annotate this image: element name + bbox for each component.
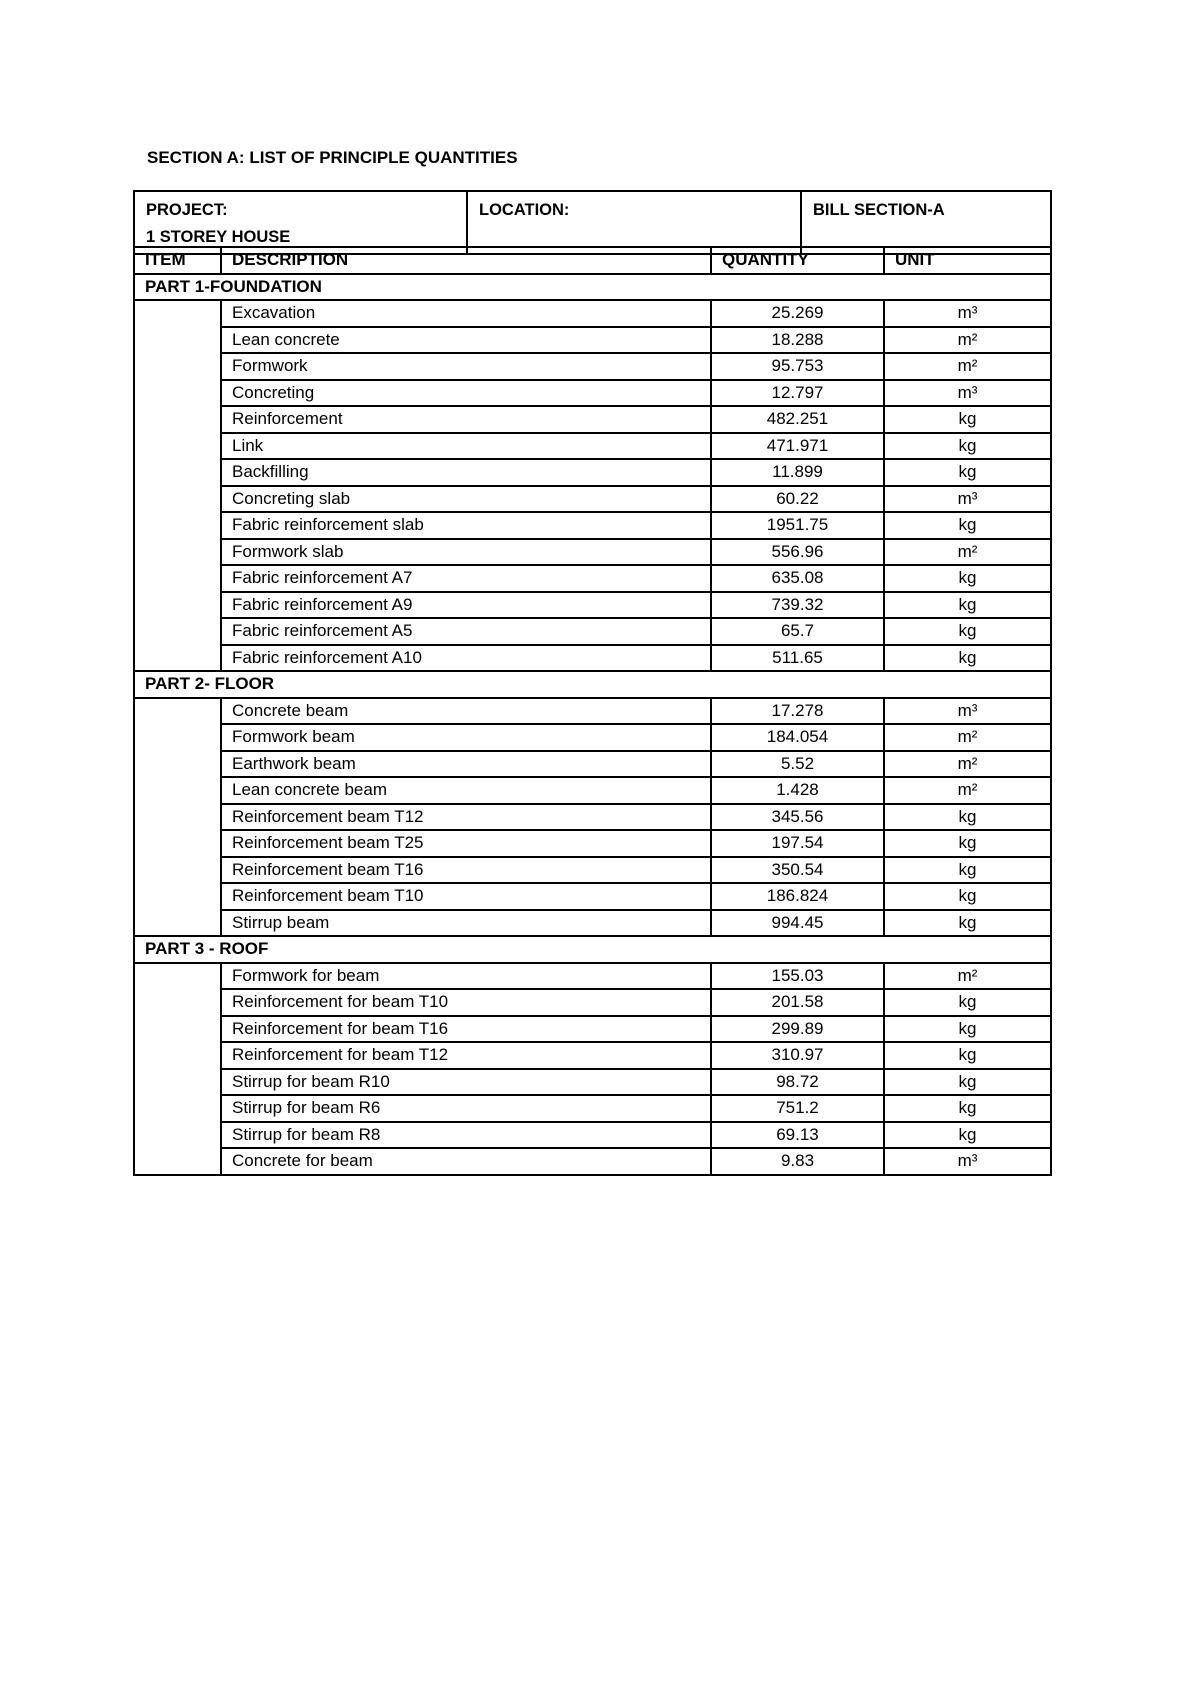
unit-cell: kg (884, 1122, 1051, 1149)
description-cell: Concreting (221, 380, 711, 407)
table-row (134, 1095, 1051, 1122)
description-cell: Formwork slab (221, 539, 711, 566)
item-cell (134, 512, 221, 539)
project-cell (134, 191, 467, 254)
quantity-cell: 482.251 (711, 406, 884, 433)
item-cell (134, 1042, 221, 1069)
description-cell: Earthwork beam (221, 751, 711, 778)
quantity-cell: 69.13 (711, 1122, 884, 1149)
item-cell (134, 406, 221, 433)
item-cell (134, 618, 221, 645)
unit-cell: m³ (884, 300, 1051, 327)
unit-cell: m² (884, 751, 1051, 778)
item-cell (134, 592, 221, 619)
description-cell: Reinforcement beam T12 (221, 804, 711, 831)
item-cell (134, 645, 221, 672)
quantity-cell: 299.89 (711, 1016, 884, 1043)
quantity-cell: 739.32 (711, 592, 884, 619)
project-label: PROJECT: (146, 201, 228, 219)
quantity-cell: 197.54 (711, 830, 884, 857)
unit-cell: kg (884, 512, 1051, 539)
unit-cell: kg (884, 618, 1051, 645)
table-row (134, 486, 1051, 513)
description-cell: Fabric reinforcement slab (221, 512, 711, 539)
table-row (134, 353, 1051, 380)
column-header-quantity: QUANTITY (711, 247, 884, 274)
unit-cell: m³ (884, 486, 1051, 513)
description-cell: Reinforcement for beam T12 (221, 1042, 711, 1069)
unit-cell: kg (884, 989, 1051, 1016)
unit-cell: kg (884, 830, 1051, 857)
quantity-cell: 95.753 (711, 353, 884, 380)
item-cell (134, 486, 221, 513)
part-title: PART 1-FOUNDATION (134, 274, 1051, 301)
quantity-cell: 201.58 (711, 989, 884, 1016)
item-cell (134, 857, 221, 884)
quantity-cell: 18.288 (711, 327, 884, 354)
quantity-cell: 345.56 (711, 804, 884, 831)
description-cell: Formwork beam (221, 724, 711, 751)
table-row (134, 539, 1051, 566)
unit-cell: m³ (884, 698, 1051, 725)
column-header-row (134, 247, 1051, 274)
description-cell: Formwork for beam (221, 963, 711, 990)
quantity-cell: 11.899 (711, 459, 884, 486)
description-cell: Stirrup for beam R6 (221, 1095, 711, 1122)
part-header-row (134, 936, 1051, 963)
unit-cell: kg (884, 433, 1051, 460)
table-row (134, 1148, 1051, 1175)
quantities-table-body (134, 247, 1051, 1175)
quantity-cell: 98.72 (711, 1069, 884, 1096)
part-title: PART 2- FLOOR (134, 671, 1051, 698)
column-header-description: DESCRIPTION (221, 247, 711, 274)
description-cell: Stirrup for beam R10 (221, 1069, 711, 1096)
description-cell: Reinforcement beam T25 (221, 830, 711, 857)
description-cell: Concrete beam (221, 698, 711, 725)
table-row (134, 724, 1051, 751)
item-cell (134, 380, 221, 407)
unit-cell: kg (884, 565, 1051, 592)
unit-cell: m³ (884, 380, 1051, 407)
item-cell (134, 830, 221, 857)
unit-cell: m³ (884, 1148, 1051, 1175)
unit-cell: kg (884, 804, 1051, 831)
unit-cell: m² (884, 353, 1051, 380)
table-row (134, 698, 1051, 725)
unit-cell: kg (884, 1095, 1051, 1122)
document-title: SECTION A: LIST OF PRINCIPLE QUANTITIES (147, 148, 518, 167)
project-value: 1 STOREY HOUSE (146, 228, 291, 246)
table-row (134, 592, 1051, 619)
table-row (134, 989, 1051, 1016)
unit-cell: kg (884, 1016, 1051, 1043)
description-cell: Reinforcement (221, 406, 711, 433)
item-cell (134, 300, 221, 327)
description-cell: Fabric reinforcement A5 (221, 618, 711, 645)
description-cell: Stirrup for beam R8 (221, 1122, 711, 1149)
unit-cell: kg (884, 1042, 1051, 1069)
description-cell: Reinforcement for beam T10 (221, 989, 711, 1016)
description-cell: Reinforcement for beam T16 (221, 1016, 711, 1043)
table-row (134, 459, 1051, 486)
quantity-cell: 186.824 (711, 883, 884, 910)
unit-cell: kg (884, 406, 1051, 433)
item-cell (134, 724, 221, 751)
quantity-cell: 1951.75 (711, 512, 884, 539)
unit-cell: m² (884, 963, 1051, 990)
table-row (134, 300, 1051, 327)
item-cell (134, 353, 221, 380)
item-cell (134, 989, 221, 1016)
table-row (134, 777, 1051, 804)
unit-cell: m² (884, 777, 1051, 804)
quantity-cell: 65.7 (711, 618, 884, 645)
quantity-cell: 9.83 (711, 1148, 884, 1175)
unit-cell: kg (884, 592, 1051, 619)
description-cell: Formwork (221, 353, 711, 380)
table-row (134, 512, 1051, 539)
quantity-cell: 1.428 (711, 777, 884, 804)
description-cell: Fabric reinforcement A9 (221, 592, 711, 619)
table-row (134, 1069, 1051, 1096)
column-header-item: ITEM (134, 247, 221, 274)
description-cell: Lean concrete beam (221, 777, 711, 804)
item-cell (134, 1069, 221, 1096)
table-row (134, 857, 1051, 884)
unit-cell: m² (884, 327, 1051, 354)
item-cell (134, 698, 221, 725)
item-cell (134, 751, 221, 778)
unit-cell: m² (884, 724, 1051, 751)
description-cell: Fabric reinforcement A10 (221, 645, 711, 672)
item-cell (134, 1122, 221, 1149)
description-cell: Lean concrete (221, 327, 711, 354)
location-label: LOCATION: (479, 201, 570, 219)
item-cell (134, 459, 221, 486)
description-cell: Link (221, 433, 711, 460)
item-cell (134, 539, 221, 566)
table-row (134, 565, 1051, 592)
item-cell (134, 777, 221, 804)
quantity-cell: 155.03 (711, 963, 884, 990)
quantity-cell: 350.54 (711, 857, 884, 884)
quantity-cell: 556.96 (711, 539, 884, 566)
table-row (134, 963, 1051, 990)
item-cell (134, 883, 221, 910)
item-cell (134, 1095, 221, 1122)
quantity-cell: 511.65 (711, 645, 884, 672)
part-title: PART 3 - ROOF (134, 936, 1051, 963)
item-cell (134, 565, 221, 592)
item-cell (134, 963, 221, 990)
description-cell: Concrete for beam (221, 1148, 711, 1175)
bill-section-label: BILL SECTION-A (813, 201, 945, 219)
table-row (134, 1042, 1051, 1069)
quantities-table (133, 246, 1052, 1176)
quantity-cell: 17.278 (711, 698, 884, 725)
quantity-cell: 751.2 (711, 1095, 884, 1122)
quantity-cell: 12.797 (711, 380, 884, 407)
item-cell (134, 433, 221, 460)
item-cell (134, 327, 221, 354)
description-cell: Stirrup beam (221, 910, 711, 937)
quantity-cell: 994.45 (711, 910, 884, 937)
quantity-cell: 184.054 (711, 724, 884, 751)
table-row (134, 1122, 1051, 1149)
table-row (134, 751, 1051, 778)
quantity-cell: 5.52 (711, 751, 884, 778)
table-row (134, 645, 1051, 672)
unit-cell: kg (884, 857, 1051, 884)
table-row (134, 1016, 1051, 1043)
location-cell (467, 191, 801, 254)
table-row (134, 883, 1051, 910)
description-cell: Excavation (221, 300, 711, 327)
table-row (134, 804, 1051, 831)
table-row (134, 618, 1051, 645)
unit-cell: kg (884, 910, 1051, 937)
part-header-row (134, 274, 1051, 301)
unit-cell: m² (884, 539, 1051, 566)
item-cell (134, 1016, 221, 1043)
unit-cell: kg (884, 883, 1051, 910)
quantity-cell: 471.971 (711, 433, 884, 460)
table-row (134, 830, 1051, 857)
unit-cell: kg (884, 1069, 1051, 1096)
description-cell: Reinforcement beam T10 (221, 883, 711, 910)
table-row (134, 433, 1051, 460)
unit-cell: kg (884, 459, 1051, 486)
quantity-cell: 310.97 (711, 1042, 884, 1069)
table-row (134, 327, 1051, 354)
quantity-cell: 25.269 (711, 300, 884, 327)
item-cell (134, 1148, 221, 1175)
part-header-row (134, 671, 1051, 698)
description-cell: Backfilling (221, 459, 711, 486)
description-cell: Fabric reinforcement A7 (221, 565, 711, 592)
description-cell: Concreting slab (221, 486, 711, 513)
table-row (134, 406, 1051, 433)
item-cell (134, 804, 221, 831)
unit-cell: kg (884, 645, 1051, 672)
quantity-cell: 635.08 (711, 565, 884, 592)
description-cell: Reinforcement beam T16 (221, 857, 711, 884)
table-row (134, 380, 1051, 407)
item-cell (134, 910, 221, 937)
quantity-cell: 60.22 (711, 486, 884, 513)
table-row (134, 910, 1051, 937)
bill-section-cell (801, 191, 1051, 254)
column-header-unit: UNIT (884, 247, 1051, 274)
